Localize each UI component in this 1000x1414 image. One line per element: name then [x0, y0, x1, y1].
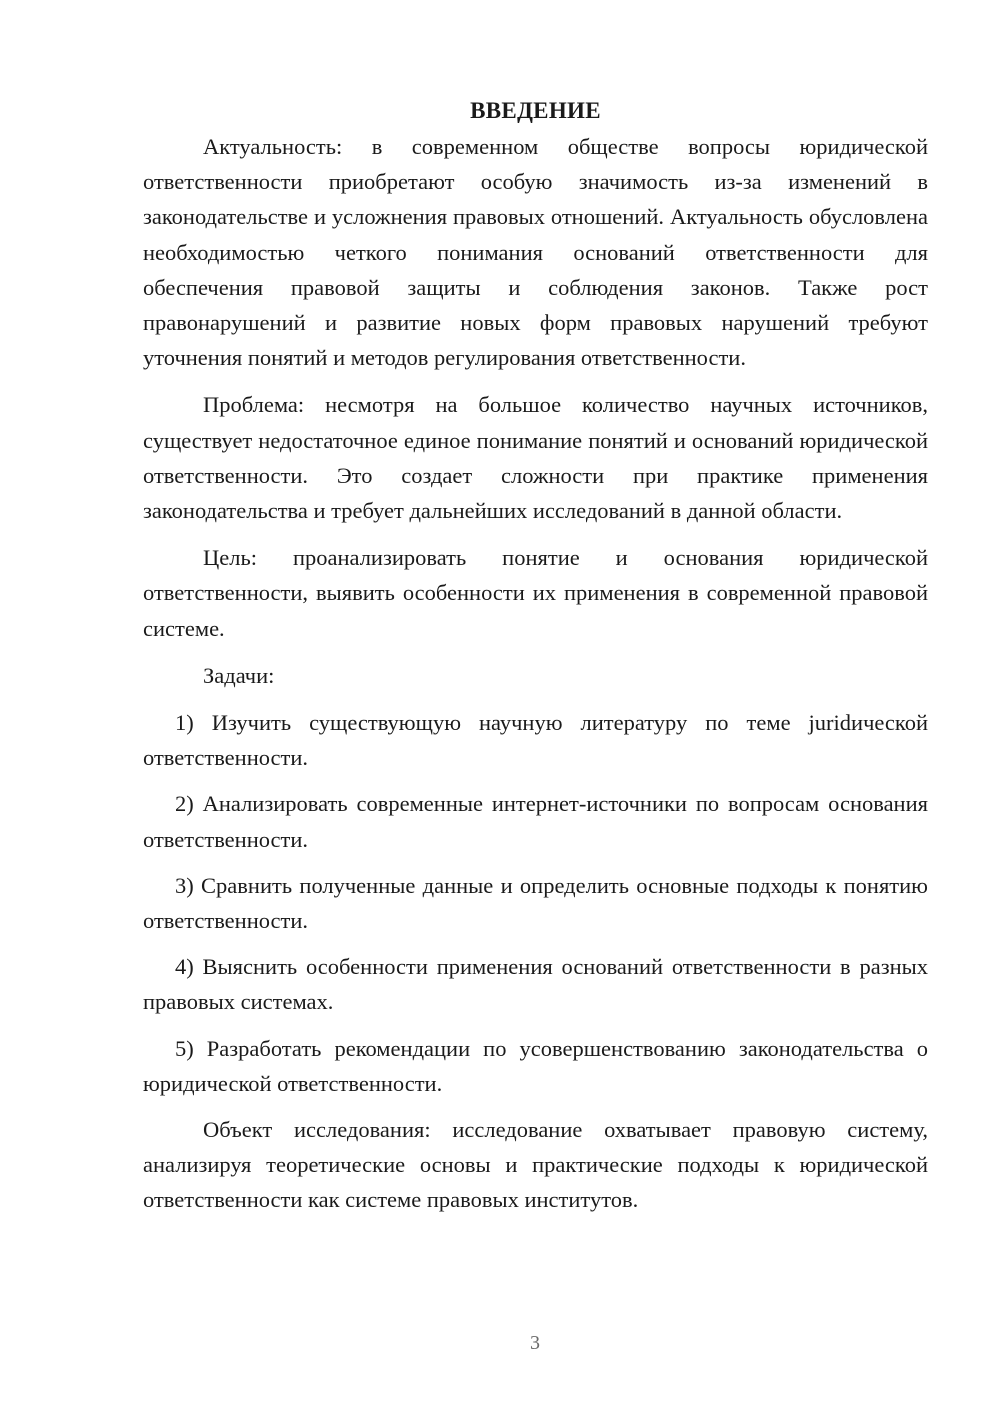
relevance-paragraph: Актуальность: в современном обществе вопросы юридической ответственности приобретают особую значимость из-за изменений в законодательстве и усложнения правовых отношений. Актуальность обусловлена необходимостью четкого понимания оснований ответственности для обеспечения правовой защиты и соблюдения законов. Также рост правонарушений и развитие новых форм правовых нарушений требуют уточнения понятий и методов регулирования ответственности.	[143, 134, 928, 371]
object-paragraph: Объект исследования: исследование охватывает правовую систему, анализируя теоретические основы и практические подходы к юридической ответственности как системе правовых институтов.	[143, 1117, 928, 1213]
tasks-label: Задачи:	[203, 662, 275, 688]
task-item-2: 2) Анализировать современные интернет-источники по вопросам основания ответственности.	[143, 791, 928, 852]
task-item-5: 5) Разработать рекомендации по усовершенствованию законодательства о юридической ответственности.	[143, 1035, 928, 1096]
problem-paragraph: Проблема: несмотря на большое количество научных источников, существует недостаточное единое понимание понятий и оснований юридической ответственности. Это создает сложности при практике применения законодательства и требует дальнейших исследований в данной области.	[143, 392, 928, 524]
section-heading: ВВЕДЕНИЕ	[470, 98, 601, 123]
task-item-1: 1) Изучить существующую научную литературу по теме juridической ответственности.	[143, 710, 928, 771]
page-number: 3	[530, 1332, 540, 1354]
task-item-3: 3) Сравнить полученные данные и определить основные подходы к понятию ответственности.	[143, 872, 928, 934]
page-content	[143, 96, 928, 1230]
goal-paragraph: Цель: проанализировать понятие и основания юридической ответственности, выявить особенности их применения в современной правовой системе.	[143, 545, 928, 641]
task-item-4: 4) Выяснить особенности применения оснований ответственности в разных правовых системах.	[143, 954, 928, 1015]
